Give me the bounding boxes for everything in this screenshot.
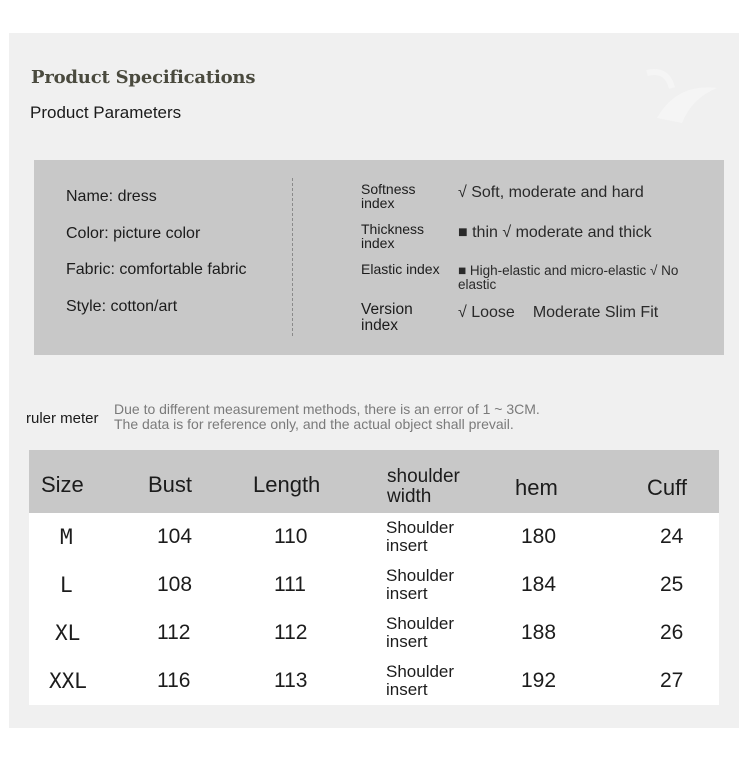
spec-thickness-value: ■ thin √ moderate and thick (458, 224, 652, 241)
column-header-bust: Bust (148, 472, 193, 497)
note-label: ruler meter (26, 410, 99, 427)
specs-index-list (361, 182, 711, 342)
spec-style: Style: cotton/art (66, 297, 178, 315)
decorative-swoosh-icon (637, 63, 727, 133)
cell-size: XXL (49, 669, 87, 693)
note-line-2: The data is for reference only, and the actual object shall prevail. (114, 416, 514, 432)
cell-bust: 108 (157, 573, 193, 596)
spec-version (361, 302, 711, 342)
cell-size: M (60, 525, 73, 549)
spec-version-label: Version index (361, 301, 413, 334)
column-header-size: Size (41, 472, 84, 497)
spec-divider (292, 178, 293, 336)
cell-shoulder: Shoulder insert (386, 662, 455, 699)
cell-length: 113 (274, 669, 308, 692)
cell-length: 110 (274, 525, 308, 548)
spec-panel (9, 33, 739, 728)
cell-size: L (60, 573, 73, 597)
page-subtitle: Product Parameters (30, 103, 182, 122)
table-row (29, 657, 719, 705)
spec-elastic-label: Elastic index (361, 261, 440, 277)
table-body (29, 513, 719, 705)
column-header-length: Length (253, 472, 321, 497)
cell-cuff: 25 (660, 573, 684, 596)
spec-version-value (458, 304, 658, 322)
note-line-1: Due to different measurement methods, there is an error of 1 ~ 3CM. (114, 401, 540, 417)
cell-bust: 112 (157, 621, 191, 644)
column-header-shoulder-width: shoulder width (387, 466, 460, 507)
table-row (29, 561, 719, 609)
spec-softness-label: Softness index (361, 181, 416, 211)
cell-length: 111 (274, 573, 306, 596)
cell-size: XL (55, 621, 81, 645)
cell-bust: 104 (157, 525, 193, 548)
cell-hem: 188 (521, 621, 557, 644)
spec-thickness-label: Thickness index (361, 221, 425, 251)
page-title: Product Specifications (31, 67, 256, 88)
spec-name: Name: dress (66, 188, 157, 205)
spec-softness (361, 182, 711, 222)
spec-thickness (361, 222, 711, 262)
spec-elastic (361, 262, 711, 302)
column-header-cuff: Cuff (647, 475, 687, 500)
cell-cuff: 26 (660, 621, 684, 644)
cell-shoulder: Shoulder insert (386, 518, 455, 555)
cell-bust: 116 (157, 669, 191, 692)
cell-length: 112 (274, 621, 308, 644)
cell-cuff: 24 (660, 525, 684, 548)
spec-version-option-1: √ Loose (458, 304, 515, 321)
cell-hem: 184 (521, 573, 557, 596)
spec-softness-value: √ Soft, moderate and hard (458, 184, 644, 201)
cell-hem: 192 (521, 669, 557, 692)
note-text (114, 402, 540, 432)
column-header-hem: hem (515, 475, 558, 500)
table-row (29, 513, 719, 561)
table-header (29, 450, 719, 513)
cell-hem: 180 (521, 525, 557, 548)
table-row (29, 609, 719, 657)
spec-color: Color: picture color (66, 224, 201, 242)
size-table (29, 450, 719, 705)
cell-cuff: 27 (660, 669, 684, 692)
spec-version-option-2: Moderate Slim Fit (532, 304, 659, 321)
cell-shoulder: Shoulder insert (386, 566, 455, 603)
spec-fabric: Fabric: comfortable fabric (66, 261, 247, 278)
specs-basic-list (66, 188, 247, 334)
specs-box (34, 160, 724, 355)
spec-elastic-value: ■ High-elastic and micro-elastic √ No elastic (458, 263, 679, 292)
cell-shoulder: Shoulder insert (386, 614, 455, 651)
